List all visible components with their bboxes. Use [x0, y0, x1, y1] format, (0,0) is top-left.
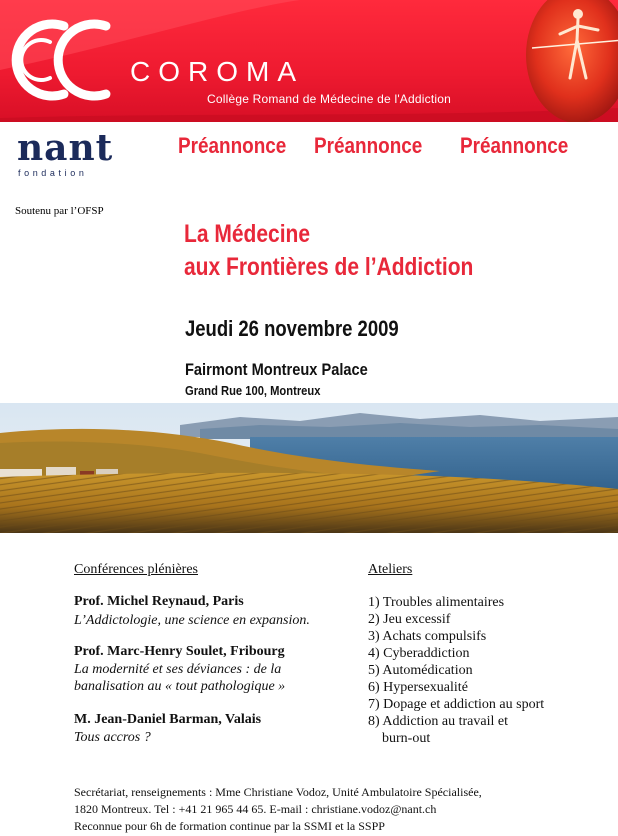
- atelier-item-2: 2) Jeu excessif: [368, 612, 451, 627]
- event-title-line-1: La Médecine: [184, 220, 311, 248]
- preannonce-label-1: Préannonce: [178, 133, 287, 158]
- atelier-item-1: 1) Troubles alimentaires: [368, 595, 505, 610]
- speaker-2: Prof. Marc-Henry Soulet, Fribourg: [74, 644, 285, 659]
- speaker-3: M. Jean-Daniel Barman, Valais: [74, 712, 262, 727]
- atelier-item-7: 7) Dopage et addiction au sport: [368, 697, 545, 712]
- coroma-logo-icon: [2, 4, 132, 116]
- event-date: Jeudi 26 novembre 2009: [185, 316, 399, 341]
- event-title-line-2: aux Frontières de l’Addiction: [184, 253, 474, 281]
- nant-logo-subtitle: fondation: [18, 168, 88, 178]
- talk-1-line-1: L’Addictologie, une science en expansion.: [74, 613, 310, 628]
- support-note: Soutenu par l’OFSP: [15, 205, 104, 217]
- atelier-item-8: 8) Addiction au travail et: [368, 714, 508, 729]
- atelier-item-6: 6) Hypersexualité: [368, 680, 468, 695]
- event-address: Grand Rue 100, Montreux: [185, 383, 321, 398]
- brand-name: COROMA: [130, 56, 304, 87]
- atelier-item-8-continued: burn-out: [382, 731, 431, 746]
- ateliers-heading: Ateliers: [368, 562, 413, 577]
- event-venue: Fairmont Montreux Palace: [185, 360, 368, 379]
- atelier-item-4: 4) Cyberaddiction: [368, 646, 470, 661]
- footer-line-1: Secrétariat, renseignements : Mme Christiane Vodoz, Unité Ambulatoire Spécialisée,: [74, 785, 482, 799]
- footer-line-2: 1820 Montreux. Tel : +41 21 965 44 65. E-mail : christiane.vodoz@nant.ch: [74, 802, 437, 816]
- vineyard-landscape-image: [0, 403, 618, 533]
- tightrope-walker-image: [520, 0, 618, 122]
- speaker-1: Prof. Michel Reynaud, Paris: [74, 594, 244, 609]
- preannonce-label-3: Préannonce: [460, 133, 569, 158]
- conferences-heading: Conférences plénières: [74, 562, 198, 577]
- talk-2-line-2: banalisation au « tout pathologique »: [74, 679, 286, 694]
- footer-line-3: Reconnue pour 6h de formation continue par la SSMI et la SSPP: [74, 819, 385, 833]
- brand-tagline: Collège Romand de Médecine de l'Addiction: [207, 92, 451, 106]
- atelier-item-3: 3) Achats compulsifs: [368, 629, 487, 644]
- nant-logo: nant: [17, 127, 114, 169]
- header-banner: [0, 0, 618, 122]
- talk-3-line-1: Tous accros ?: [74, 730, 151, 745]
- preannonce-label-2: Préannonce: [314, 133, 423, 158]
- atelier-item-5: 5) Automédication: [368, 663, 473, 678]
- talk-2-line-1: La modernité et ses déviances : de la: [74, 662, 282, 677]
